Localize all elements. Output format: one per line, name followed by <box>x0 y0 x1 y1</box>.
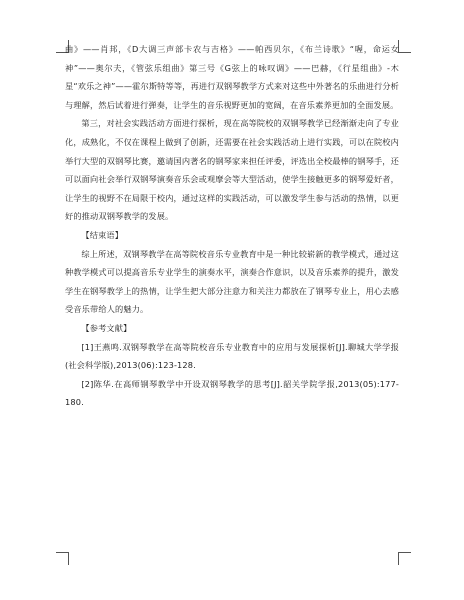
crop-mark-bottom-right <box>398 552 411 565</box>
crop-mark-top-right <box>398 40 411 53</box>
page-body <box>65 40 399 412</box>
paragraph-conclusion: 综上所述，双钢琴教学在高等院校音乐专业教育中是一种比较崭新的教学模式，通过这种教学模式可以提高音乐专业学生的演奏水平，演奏合作意识，以及音乐素养的提升，激发学生在钢琴教学上的热情，让学生把大部分注意力和关注力都放在了钢琴专业上，用心去感受音乐带给人的魅力。 <box>65 248 399 315</box>
conclusion-heading: 【结束语】 <box>81 229 124 240</box>
reference-item-2: [2]陈华.在高师钢琴教学中开设双钢琴教学的思考[J].韶关学院学报,2013(05):177-180. <box>65 378 399 408</box>
reference-item-1: [1]王燕鸣.双钢琴教学在高等院校音乐专业教育中的应用与发展探析[J].聊城大学学报(社会科学版),2013(06):123-128. <box>65 341 399 371</box>
crop-mark-bottom-left <box>56 552 69 565</box>
paragraph-music-works: 曲》——肖邦，《D大调三声部卡农与吉格》——帕西贝尔，《布兰诗歌》“喔，命运女神”——奥尔夫，《管弦乐组曲》第三号《G弦上的咏叹调》——巴赫，《行星组曲》-木星“欢乐之神”——霍尔斯特等等，再进行双钢琴教学方式来对这些中外著名的乐曲进行分析与理解，然后试着进行弹奏，让学生的音乐视野更加的宽阔，在音乐素养更加的全面发展。 <box>65 44 399 110</box>
references-heading: 【参考文献】 <box>81 322 132 333</box>
paragraph-social-practice: 第三，对社会实践活动方面进行探析，现在高等院校的双钢琴教学已经渐渐走向了专业化，成熟化，不仅在课程上做到了创新，还需要在社会实践活动上进行实践，可以在院校内举行大型的双钢琴比赛，邀请国内著名的钢琴家来担任评委，评选出全校最棒的钢琴手，还可以面向社会举行双钢琴演奏音乐会或观摩会等大型活动，使学生接触更多的钢琴爱好者，让学生的视野不在局限于校内，通过这样的实践活动，可以激发学生参与活动的热情，以更好的推动双钢琴教学的发展。 <box>65 118 399 222</box>
